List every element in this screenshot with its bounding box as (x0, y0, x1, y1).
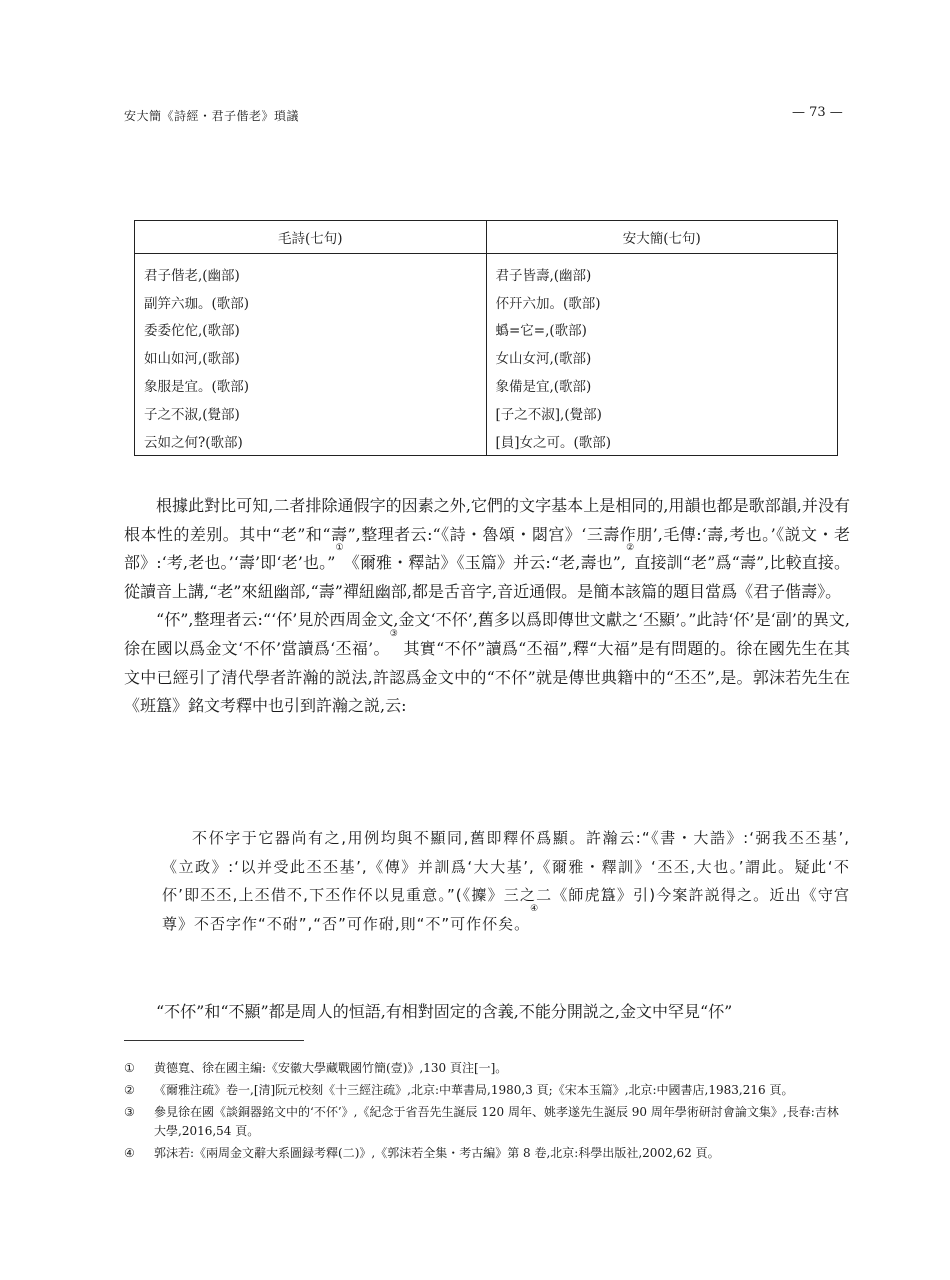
column-header-maoshi: 毛詩(七句) (135, 221, 487, 254)
paragraph-2-part-a: “伓”,整理者云:“‘伓’見於西周金文,金文‘不伓’,舊多以爲即傳世文獻之‘丕顯’。”此詩‘伓’是‘副’的異文,徐在國以爲金文‘不伓’當讀爲‘丕福’。 (124, 610, 850, 658)
body-text (124, 492, 850, 721)
footnote-number: ① (124, 1061, 135, 1075)
column-header-anda: 安大簡(七句) (486, 221, 838, 254)
footnote-3 (124, 1103, 850, 1141)
footnote-ref-3[interactable]: ③ (389, 628, 399, 639)
table-cell: [子之不淑],(覺部) (495, 406, 602, 423)
table-cell: 副笄六珈。(歌部) (135, 288, 487, 316)
table-cell: 象服是宜。(歌部) (135, 371, 487, 399)
table-row (135, 343, 838, 371)
table-cell: 蟡=它=,(歌部) (495, 323, 587, 340)
paragraph-3: “不伓”和“不顯”都是周人的恒語,有相對固定的含義,不能分開説之,金文中罕見“伓” (156, 1002, 733, 1021)
table-cell: [員]女之可。(歌部) (495, 434, 612, 451)
table-row (135, 254, 838, 288)
table-cell: 如山如河,(歌部) (135, 343, 487, 371)
footnote-text: 參見徐在國《談銅器銘文中的‘不伓’》,《紀念于省吾先生誕辰 120 周年、姚孝遂先生誕辰 90 周年學術研討會論文集》,長春:吉林大學,2016,54 頁。 (154, 1105, 839, 1138)
paragraph-1-part-c: 直接訓“老”爲“壽”,比較直接。從讀音上講,“老”來紐幽部,“壽”禪紐幽部,都是舌音字,音近通假。是簡本該篇的題目當爲《君子偕壽》。 (124, 553, 850, 601)
table-cell: 子之不淑,(覺部) (135, 399, 487, 427)
comparison-table (134, 220, 838, 456)
table-cell: 云如之何?(歌部) (135, 427, 487, 455)
paragraph-2 (124, 606, 850, 720)
block-quote (162, 824, 850, 938)
footnote-text: 黄德寬、徐在國主編:《安徽大學藏戰國竹簡(壹)》,130 頁注[一]。 (154, 1061, 508, 1075)
paragraph-1 (124, 492, 850, 606)
footnote-text: 郭沫若:《兩周金文辭大系圖録考釋(二)》,《郭沫若全集・考古編》第 8 卷,北京:科學出版社,2002,62 頁。 (154, 1146, 720, 1160)
footnote-number: ④ (124, 1146, 135, 1160)
footnote-ref-2[interactable]: ② (626, 543, 635, 554)
table-row (135, 371, 838, 399)
quote-text: 不伓字于它器尚有之,用例均與不顯同,舊即釋伓爲顯。許瀚云:“《書・大誥》:‘弼我丕丕基’,《立政》:‘以并受此丕丕基’,《傳》并訓爲‘大大基’,《爾雅・釋訓》‘丕丕,大也。’謂此。疑此‘不伓’即丕丕,上丕借不,下丕作伓以見重意。”(《攈》三之二《師虎簋》引)今案許説得之。近出《守宫尊》不否字作“不䂤”,“否”可作䂤,則“不”可作伓矣。 (162, 829, 850, 933)
paragraph-1-part-b: 《爾雅・釋詁》《玉篇》并云:“老,壽也”, (343, 553, 627, 573)
table-cell: 委委佗佗,(歌部) (135, 316, 487, 344)
footnote-4 (124, 1144, 850, 1163)
table-cell: 伓幵六加。(歌部) (495, 295, 601, 312)
paragraph-2-part-b: 其實“不伓”讀爲“丕福”,釋“大福”是有問題的。徐在國先生在其文中已經引了清代學者許瀚的説法,許認爲金文中的“不伓”就是傳世典籍中的“丕丕”,是。郭沫若先生在《班簋》銘文考釋中也引到許瀚之説,云: (124, 638, 850, 716)
footnote-divider (124, 1040, 304, 1041)
running-header-title: 安大簡《詩經・君子偕老》瑣議 (124, 109, 300, 123)
page-number: — 73 — (792, 105, 843, 120)
footnote-number: ③ (124, 1105, 135, 1119)
table-row (135, 316, 838, 344)
table-cell: 君子偕老,(幽部) (135, 254, 487, 288)
table-cell: 君子皆壽,(幽部) (495, 267, 592, 284)
table-cell: 象備是宜,(歌部) (495, 379, 592, 396)
table-cell: 女山女河,(歌部) (495, 351, 592, 368)
table-row (135, 288, 838, 316)
footnote-2 (124, 1081, 850, 1100)
footnotes (124, 1059, 850, 1166)
paragraph-1-part-a: 根據此對比可知,二者排除通假字的因素之外,它們的文字基本上是相同的,用韻也都是歌部韻,并没有根本性的差别。其中“老”和“壽”,整理者云:“《詩・魯頌・閟宫》‘三壽作朋’,毛傳:‘壽,考也。’《説文・老部》:‘考,老也。’‘壽’即‘老’也。” (124, 496, 850, 573)
table-row (135, 399, 838, 427)
quote-paragraph (162, 824, 850, 938)
footnote-ref-4[interactable]: ④ (530, 903, 540, 914)
footnote-text: 《爾雅注疏》卷一,[清]阮元校刻《十三經注疏》,北京:中華書局,1980,3 頁;《宋本玉篇》,北京:中國書店,1983,216 頁。 (154, 1083, 794, 1097)
footnote-ref-1[interactable]: ① (335, 543, 344, 554)
table-row (135, 427, 838, 455)
footnote-1 (124, 1059, 850, 1078)
table-header-row (135, 221, 838, 254)
footnote-number: ② (124, 1083, 135, 1097)
